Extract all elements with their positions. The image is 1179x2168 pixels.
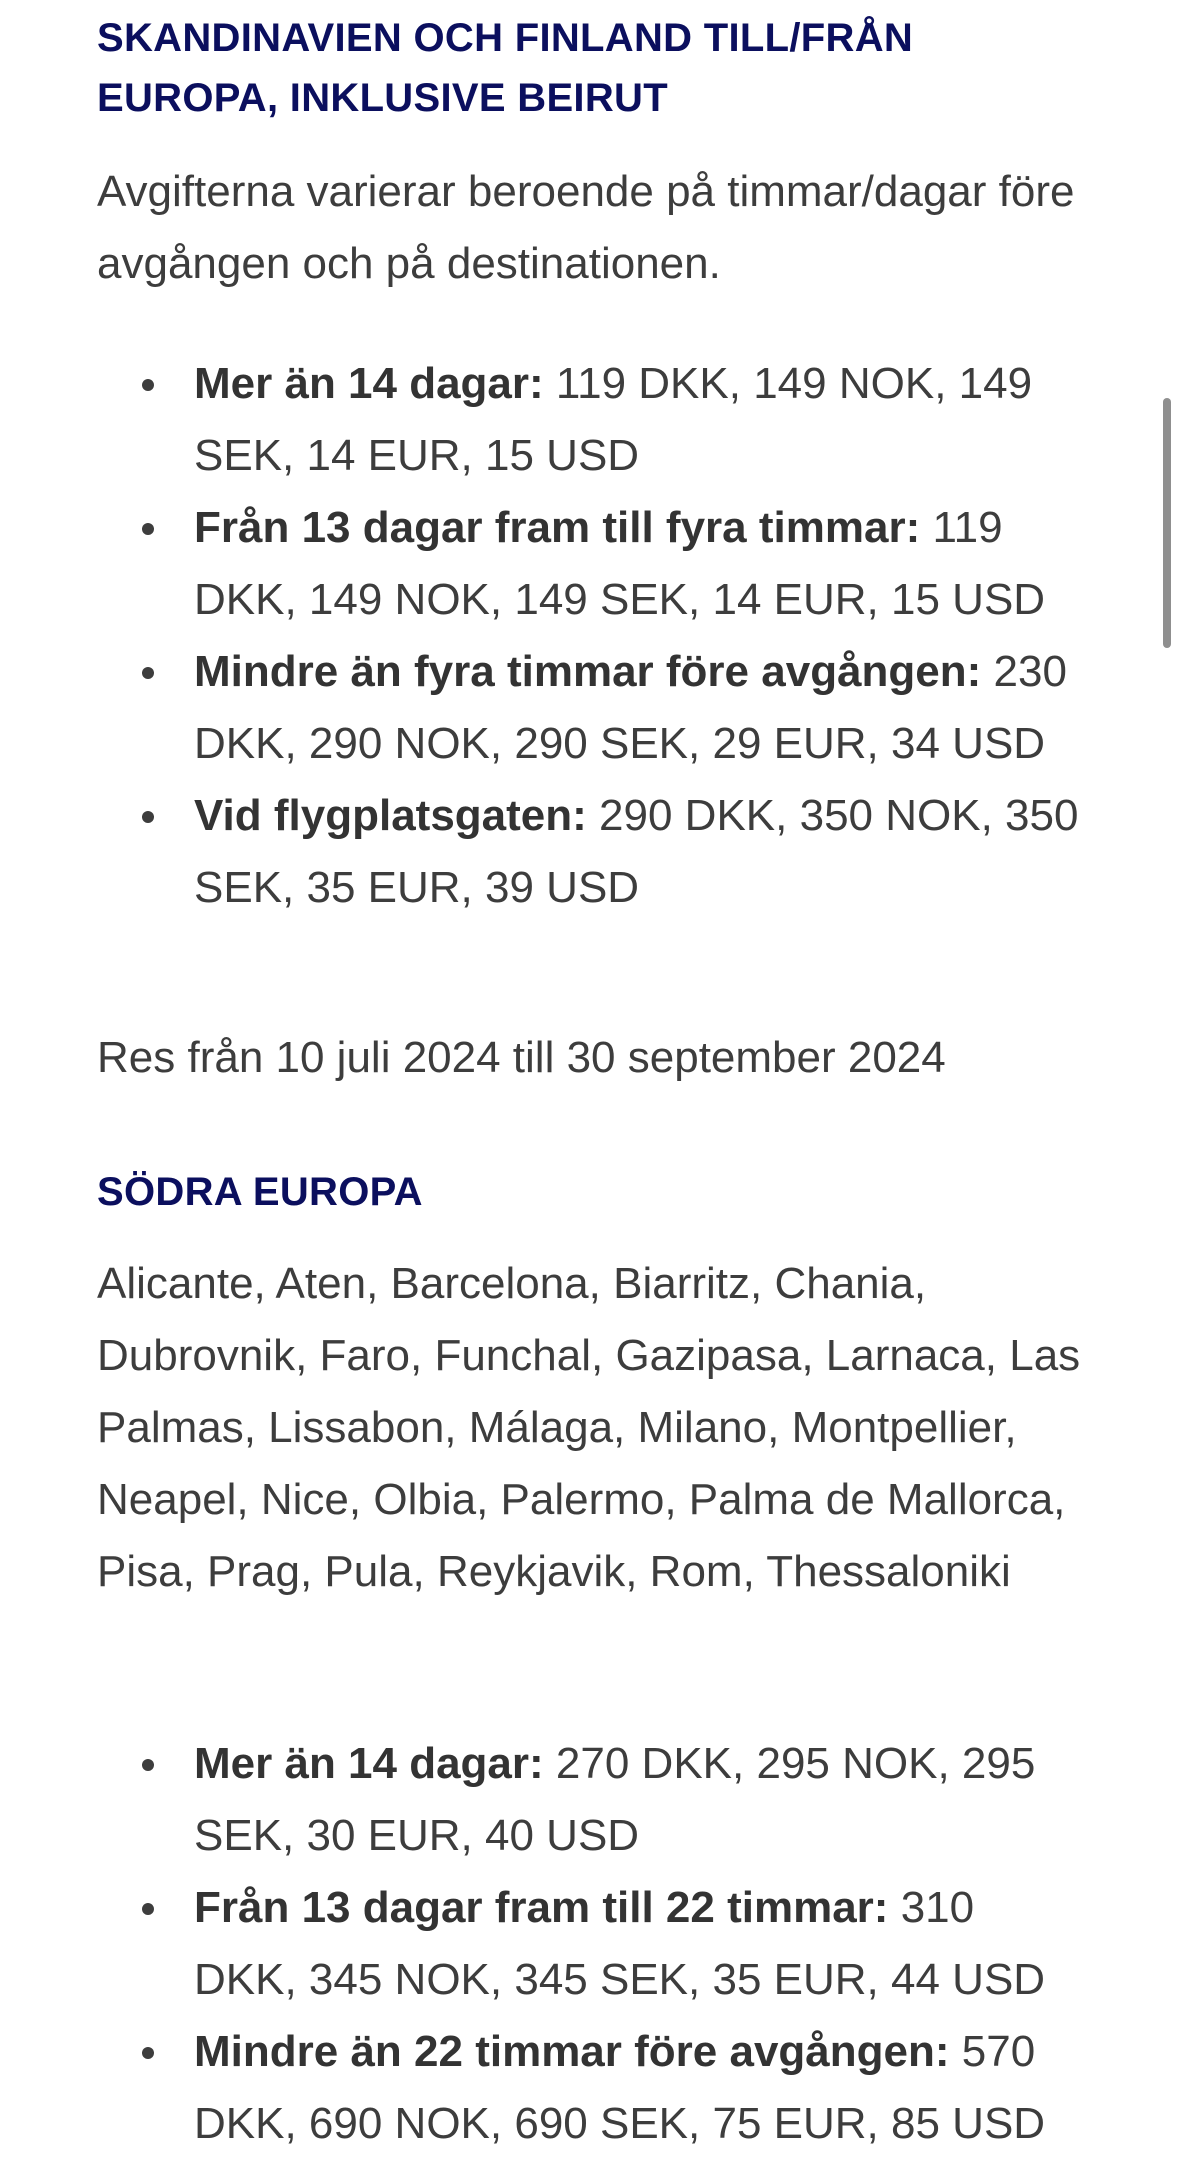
fee-label: Mindre än fyra timmar före avgången: (194, 647, 982, 696)
fee-label: Mindre än 22 timmar före avgången: (194, 2027, 950, 2076)
fee-list (97, 1728, 1087, 2160)
section-heading (97, 8, 1087, 128)
fee-value: 119 DKK, 149 NOK, 149 SEK, 14 EUR, 15 USD (194, 503, 1046, 624)
fee-label: Från 13 dagar fram till fyra timmar: (194, 503, 921, 552)
fee-item (97, 348, 1087, 492)
bullet-icon (142, 2047, 154, 2059)
intro-text: Avgifterna varierar beroende på timmar/dagar före avgången och på destinationen. (97, 167, 1075, 288)
bullet-icon (142, 1903, 154, 1915)
fee-item (97, 1872, 1087, 2016)
destinations-text: Alicante, Aten, Barcelona, Biarritz, Chania, Dubrovnik, Faro, Funchal, Gazipasa, Larnaca, Las Palmas, Lissabon, Málaga, Milano, Montpellier, Neapel, Nice, Olbia, Palermo, Palma de Mallorca, Pisa, Prag, Pula, Reykjavik, Rom, Thessaloniki (97, 1259, 1081, 1596)
fee-item (97, 2016, 1087, 2160)
travel-period-text: Res från 10 juli 2024 till 30 september 2024 (97, 1033, 946, 1082)
fee-label: Från 13 dagar fram till 22 timmar: (194, 1883, 889, 1932)
bullet-icon (142, 667, 154, 679)
scrollbar[interactable] (1163, 398, 1171, 648)
fee-value: 270 DKK, 295 NOK, 295 SEK, 30 EUR, 40 USD (194, 1739, 1036, 1860)
fee-item (97, 780, 1087, 924)
fee-value: 570 DKK, 690 NOK, 690 SEK, 75 EUR, 85 USD (194, 2027, 1046, 2148)
fee-value: 119 DKK, 149 NOK, 149 SEK, 14 EUR, 15 USD (194, 359, 1033, 480)
fee-label: Mer än 14 dagar: (194, 1739, 544, 1788)
fee-item (97, 1728, 1087, 1872)
fee-label: Mer än 14 dagar: (194, 359, 544, 408)
section-heading-line2: EUROPA, INKLUSIVE BEIRUT (97, 76, 668, 120)
section-heading: SÖDRA EUROPA (97, 1170, 423, 1214)
fee-value: 230 DKK, 290 NOK, 290 SEK, 29 EUR, 34 USD (194, 647, 1067, 768)
bullet-icon (142, 811, 154, 823)
fee-item (97, 492, 1087, 636)
bullet-icon (142, 1759, 154, 1771)
fee-label: Vid flygplatsgaten: (194, 791, 587, 840)
section-heading-line1: SKANDINAVIEN OCH FINLAND TILL/FRÅN (97, 16, 914, 60)
bullet-icon (142, 379, 154, 391)
fee-value: 290 DKK, 350 NOK, 350 SEK, 35 EUR, 39 USD (194, 791, 1079, 912)
fee-value: 310 DKK, 345 NOK, 345 SEK, 35 EUR, 44 USD (194, 1883, 1046, 2004)
fee-list (97, 348, 1087, 924)
bullet-icon (142, 523, 154, 535)
fee-item (97, 636, 1087, 780)
